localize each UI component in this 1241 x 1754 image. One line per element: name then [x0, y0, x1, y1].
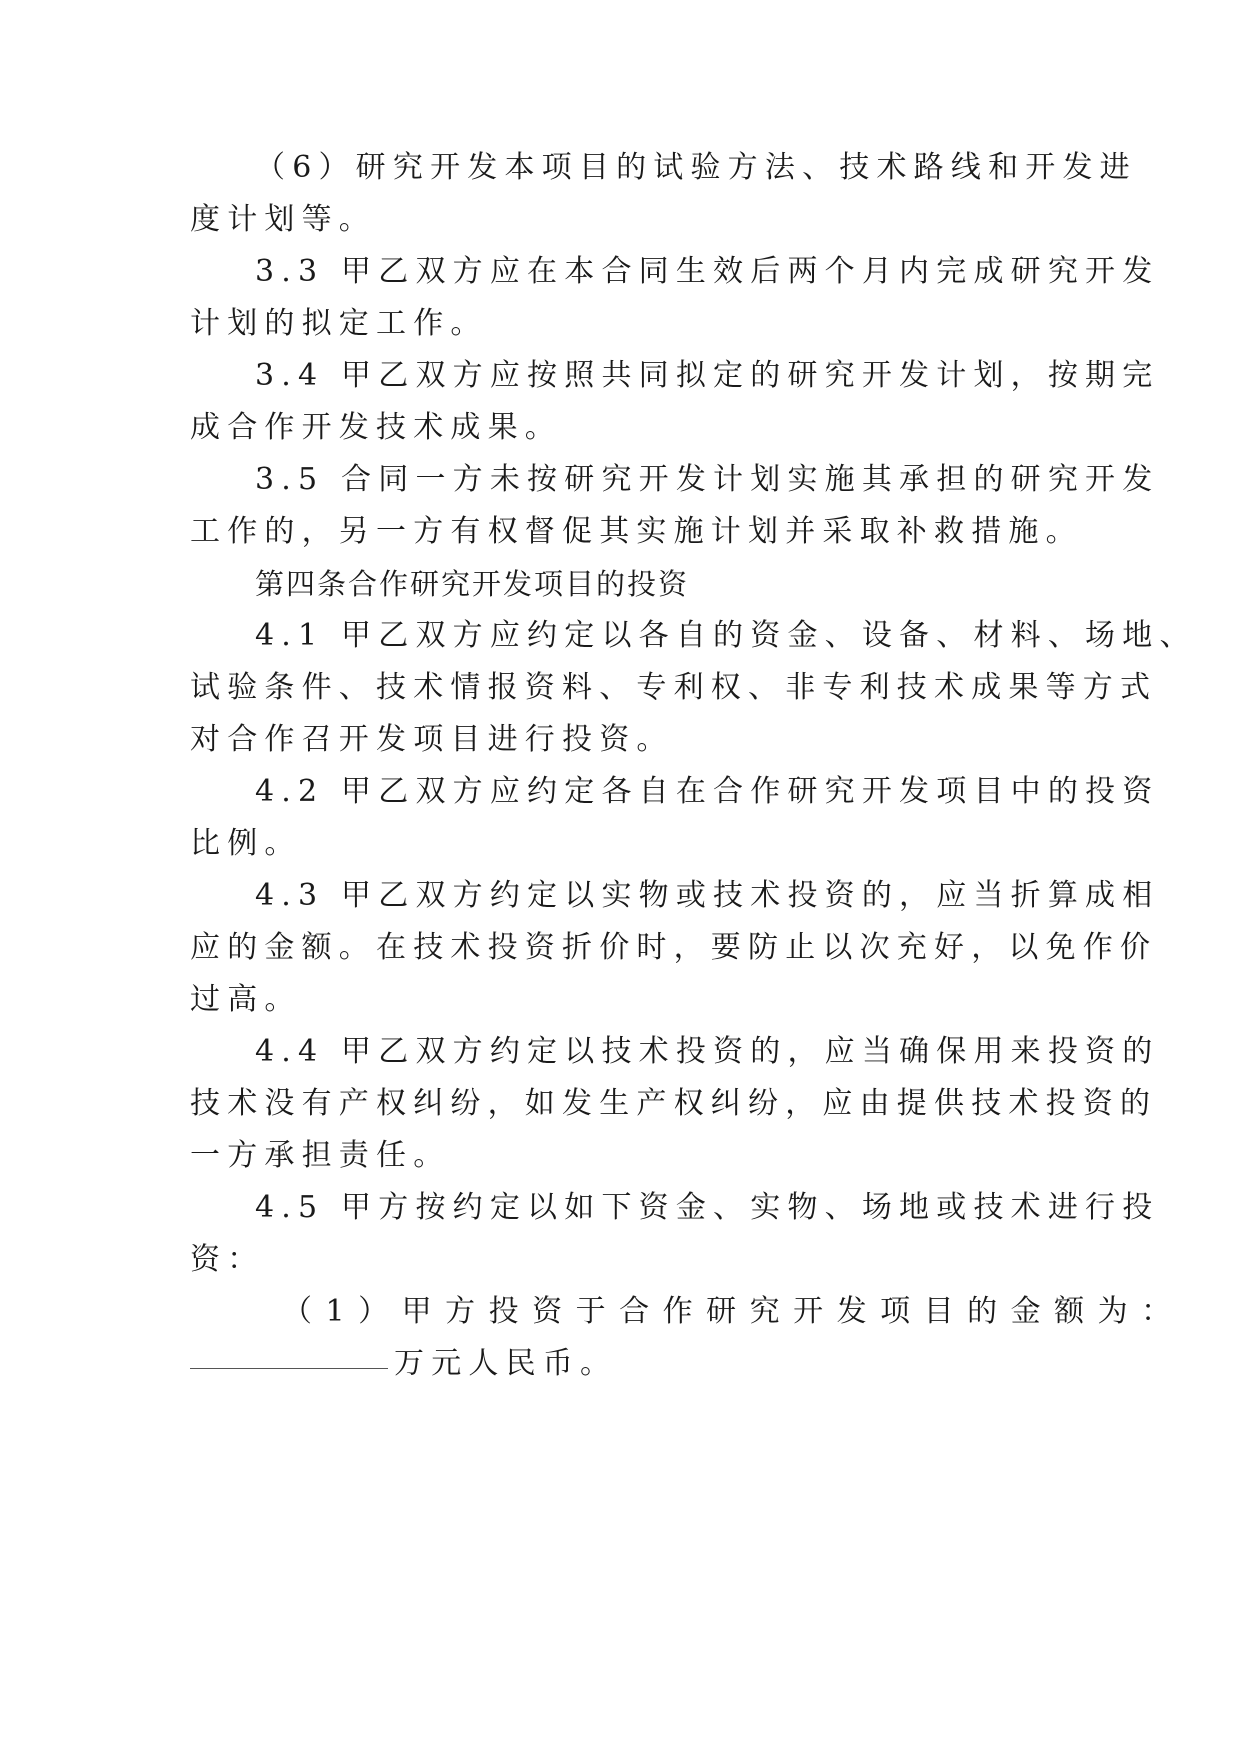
paragraph-line: 比例。: [190, 826, 302, 861]
paragraph-line: 对合作召开发项目进行投资。: [190, 722, 674, 757]
paragraph-line: 应的金额。在技术投资折价时，要防止以次充好，以免作价: [190, 930, 1158, 965]
paragraph-line: 一方承担责任。: [190, 1138, 451, 1173]
paragraph-line: 度计划等。: [190, 202, 376, 237]
paragraph-line: （6）研究开发本项目的试验方法、技术路线和开发进: [255, 150, 1137, 185]
paragraph-line: 4.1 甲乙双方应约定以各自的资金、设备、材料、场地、: [255, 618, 1197, 653]
paragraph-line: 工作的，另一方有权督促其实施计划并采取补救措施。: [190, 514, 1083, 549]
paragraph-line: （1）甲方投资于合作研究开发项目的金额为：: [282, 1294, 1185, 1329]
paragraph-line: 试验条件、技术情报资料、专利权、非专利技术成果等方式: [190, 670, 1158, 705]
paragraph-line: 4.5 甲方按约定以如下资金、实物、场地或技术进行投: [255, 1190, 1160, 1225]
paragraph-line: 技术没有产权纠纷，如发生产权纠纷，应由提供技术投资的: [190, 1086, 1158, 1121]
paragraph-line: 3.4 甲乙双方应按照共同拟定的研究开发计划，按期完: [255, 358, 1160, 393]
paragraph-line: 成合作开发技术成果。: [190, 410, 562, 445]
amount-line: [190, 1342, 1060, 1386]
paragraph-line: 4.2 甲乙双方应约定各自在合作研究开发项目中的投资: [255, 774, 1160, 809]
paragraph-line: 计划的拟定工作。: [190, 306, 488, 341]
paragraph-line: 4.3 甲乙双方约定以实物或技术投资的，应当折算成相: [255, 878, 1160, 913]
amount-unit: 万元人民币。: [394, 1346, 618, 1381]
paragraph-line: 过高。: [190, 982, 302, 1017]
paragraph-line: 3.5 合同一方未按研究开发计划实施其承担的研究开发: [255, 462, 1160, 497]
paragraph-line: 资：: [190, 1242, 265, 1277]
fill-in-blank: [190, 1338, 388, 1369]
paragraph-line: 4.4 甲乙双方约定以技术投资的，应当确保用来投资的: [255, 1034, 1160, 1069]
paragraph-line: 3.3 甲乙双方应在本合同生效后两个月内完成研究开发: [255, 254, 1160, 289]
section-heading: 第四条合作研究开发项目的投资: [255, 567, 690, 601]
